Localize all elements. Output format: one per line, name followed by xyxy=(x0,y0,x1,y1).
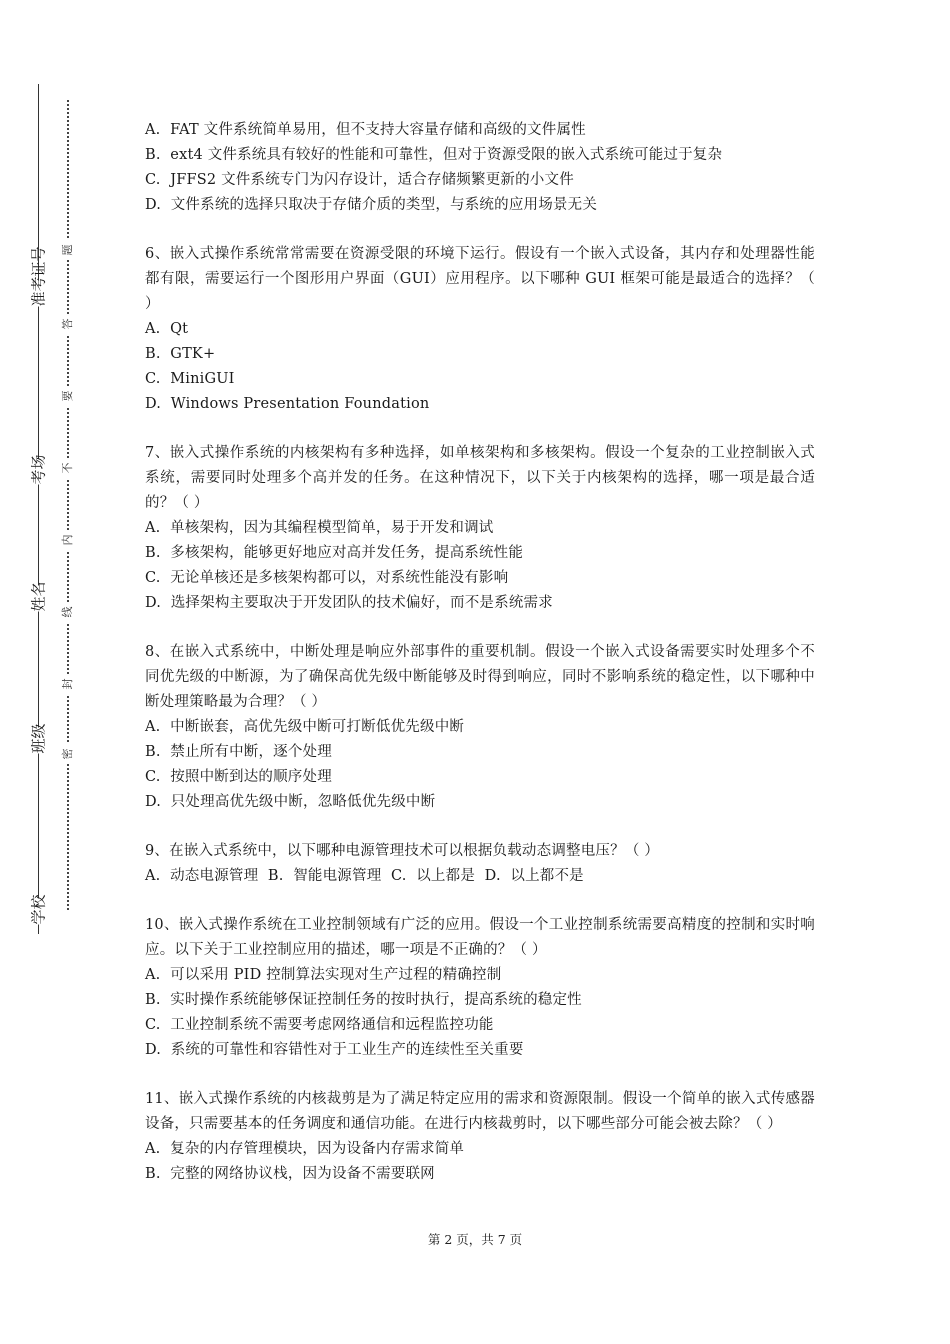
option-a: A. FAT 文件系统简单易用，但不支持大容量存储和高级的文件属性 xyxy=(145,122,586,138)
option-d: D. 系统的可靠性和容错性对于工业生产的连续性至关重要 xyxy=(145,1042,524,1058)
student-name-label: 姓名 xyxy=(29,581,48,612)
seal-char: 密 xyxy=(60,744,76,764)
option-a: A. 可以采用 PID 控制算法实现对生产过程的精确控制 xyxy=(145,967,502,983)
option-a: A. Qt xyxy=(145,321,189,337)
binding-margin xyxy=(0,0,110,1344)
option-c: C. 按照中断到达的顺序处理 xyxy=(145,769,332,785)
option-d: D. 只处理高优先级中断，忽略低优先级中断 xyxy=(145,794,436,810)
question-stem: 10、嵌入式操作系统在工业控制领域有广泛的应用。假设一个工业控制系统需要高精度的控制和实时响应。以下关于工业控制应用的描述，哪一项是不正确的？（ ） xyxy=(145,917,815,958)
seal-char: 封 xyxy=(60,674,76,694)
seal-char: 线 xyxy=(60,602,76,622)
option-d: D. 文件系统的选择只取决于存储介质的类型，与系统的应用场景无关 xyxy=(145,197,598,213)
question-stem: 8、在嵌入式系统中，中断处理是响应外部事件的重要机制。假设一个嵌入式设备需要实时处理多个不同优先级的中断源，为了确保高优先级中断能够及时得到响应，同时不影响系统的稳定性，以下哪种中断处理策略最为合理？（ ） xyxy=(145,644,815,710)
seal-dotted-line xyxy=(67,100,69,910)
seal-char: 要 xyxy=(60,386,76,406)
option-c: C. JFFS2 文件系统专门为闪存设计，适合存储频繁更新的小文件 xyxy=(145,172,574,188)
option-b: B. 完整的网络协议栈，因为设备不需要联网 xyxy=(145,1166,435,1182)
question-7 xyxy=(145,441,815,616)
question-stem: 11、嵌入式操作系统的内核裁剪是为了满足特定应用的需求和资源限制。假设一个简单的嵌入式传感器设备，只需要基本的任务调度和通信功能。在进行内核裁剪时，以下哪些部分可能会被去除？（ ） xyxy=(145,1091,815,1132)
question-list xyxy=(145,118,815,1211)
option-b: B. 禁止所有中断，逐个处理 xyxy=(145,744,332,760)
admission-no-label: 准考证号 xyxy=(29,246,48,307)
option-d: D. Windows Presentation Foundation xyxy=(145,396,430,412)
seal-char: 不 xyxy=(60,458,76,478)
option-row: A. 动态电源管理 B. 智能电源管理 C. 以上都是 D. 以上都不是 xyxy=(145,868,584,884)
seal-char: 内 xyxy=(60,530,76,550)
school-label: 学校 xyxy=(29,894,48,925)
question-stem: 7、嵌入式操作系统的内核架构有多种选择，如单核架构和多核架构。假设一个复杂的工业控制嵌入式系统，需要同时处理多个高并发的任务。在这种情况下，以下关于内核架构的选择，哪一项是最合适的？（ ） xyxy=(145,445,815,511)
seal-char: 题 xyxy=(60,240,76,260)
option-b: B. GTK+ xyxy=(145,346,216,362)
option-a: A. 复杂的内存管理模块，因为设备内存需求简单 xyxy=(145,1141,465,1157)
question-8 xyxy=(145,640,815,815)
question-stem: 6、嵌入式操作系统常常需要在资源受限的环境下运行。假设有一个嵌入式设备，其内存和处理器性能都有限，需要运行一个图形用户界面（GUI）应用程序。以下哪种 GUI 框架可能是最适合的选择？（ ） xyxy=(145,246,815,312)
page-number: 第 2 页，共 7 页 xyxy=(427,1232,523,1247)
exam-room-label: 考场 xyxy=(29,454,48,485)
binding-solid-line xyxy=(38,84,39,934)
question-5-options xyxy=(145,118,815,218)
question-6 xyxy=(145,242,815,417)
option-b: B. ext4 文件系统具有较好的性能和可靠性，但对于资源受限的嵌入式系统可能过于复杂 xyxy=(145,147,723,163)
option-b: B. 多核架构，能够更好地应对高并发任务，提高系统性能 xyxy=(145,545,524,561)
option-c: C. MiniGUI xyxy=(145,371,235,387)
option-a: A. 单核架构，因为其编程模型简单，易于开发和调试 xyxy=(145,520,494,536)
question-9 xyxy=(145,839,815,889)
question-11 xyxy=(145,1087,815,1187)
option-d: D. 选择架构主要取决于开发团队的技术偏好，而不是系统需求 xyxy=(145,595,553,611)
option-c: C. 工业控制系统不需要考虑网络通信和远程监控功能 xyxy=(145,1017,494,1033)
question-stem: 9、在嵌入式系统中，以下哪种电源管理技术可以根据负载动态调整电压？（ ） xyxy=(145,843,660,859)
option-b: B. 实时操作系统能够保证控制任务的按时执行，提高系统的稳定性 xyxy=(145,992,582,1008)
question-10 xyxy=(145,913,815,1063)
class-label: 班级 xyxy=(29,723,48,754)
option-a: A. 中断嵌套，高优先级中断可打断低优先级中断 xyxy=(145,719,465,735)
seal-char: 答 xyxy=(60,314,76,334)
option-c: C. 无论单核还是多核架构都可以，对系统性能没有影响 xyxy=(145,570,509,586)
